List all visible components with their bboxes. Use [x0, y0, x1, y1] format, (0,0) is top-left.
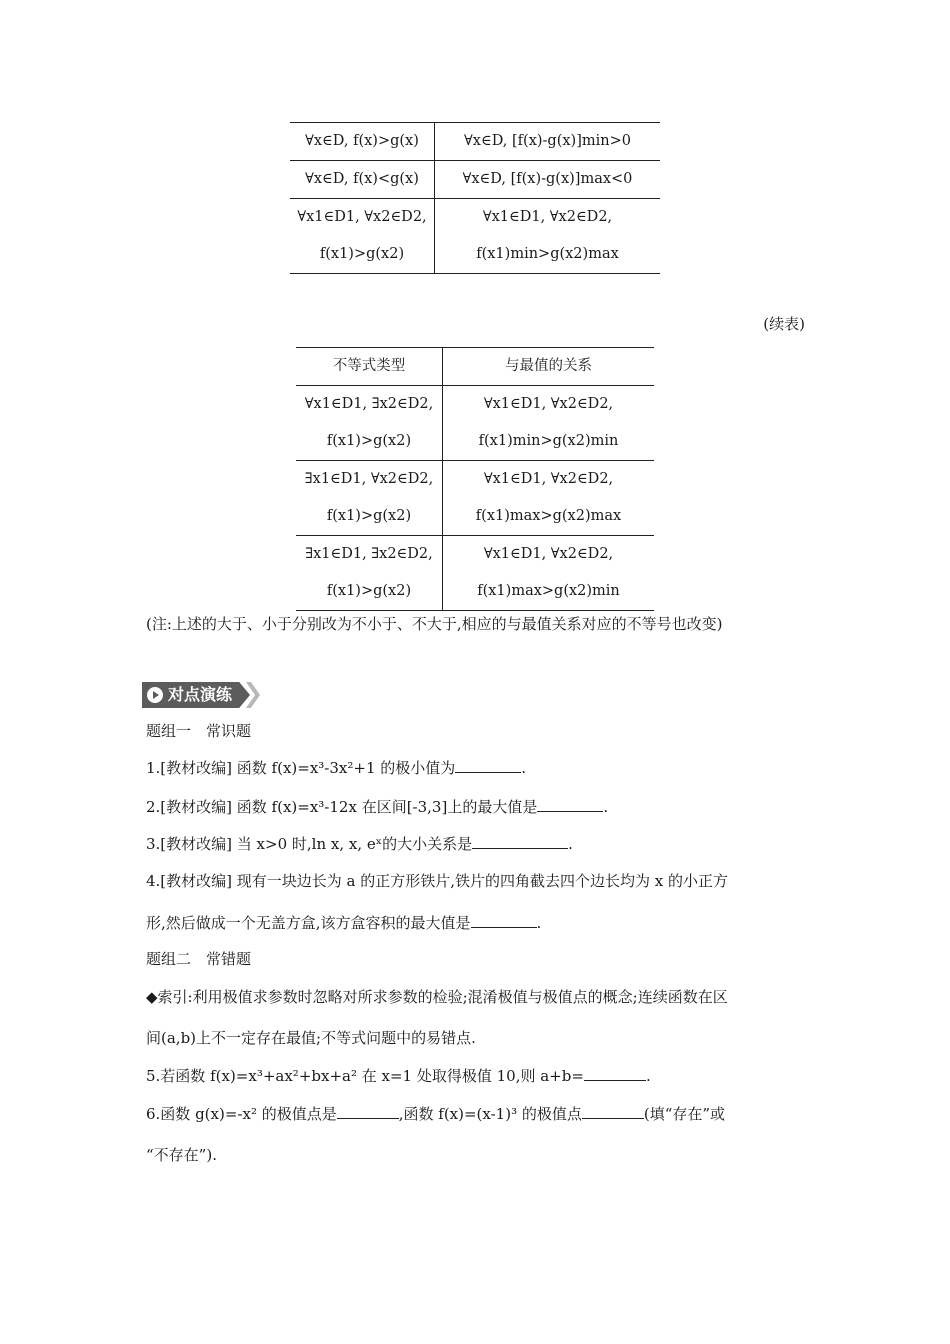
table-cell: ∀x1∈D1, ∀x2∈D2, f(x1)min>g(x2)min [443, 386, 655, 461]
answer-blank[interactable] [455, 758, 521, 773]
table-row [290, 161, 660, 199]
group2-title: 题组二 常错题 [146, 950, 252, 968]
question-4-line1: 4.[教材改编] 现有一块边长为 a 的正方形铁片,铁片的四角截去四个边长均为 x 的小正方 [146, 872, 729, 890]
index-line2: 间(a,b)上不一定存在最值;不等式问题中的易错点. [146, 1029, 476, 1047]
table-cell: ∀x∈D, [f(x)-g(x)]min>0 [435, 123, 661, 161]
answer-blank[interactable] [471, 913, 537, 928]
inequality-table-part2 [296, 347, 654, 611]
question-4-line2: 形,然后做成一个无盖方盒,该方盒容积的最大值是 . [146, 914, 542, 932]
table-cell: ∀x∈D, f(x)>g(x) [290, 123, 435, 161]
continued-label: (续表) [763, 315, 805, 333]
table-cell: ∀x1∈D1, ∀x2∈D2, f(x1)>g(x2) [290, 199, 435, 274]
answer-blank[interactable] [337, 1104, 399, 1119]
group1-title: 题组一 常识题 [146, 722, 252, 740]
index-line1: ◆索引:利用极值求参数时忽略对所求参数的检验;混淆极值与极值点的概念;连续函数在区 [146, 988, 728, 1006]
table-row [296, 461, 654, 536]
section-header [142, 682, 260, 708]
answer-blank[interactable] [584, 1066, 646, 1081]
section-title: 对点演练 [168, 685, 233, 704]
question-6-line1: 6.函数 g(x)=-x² 的极值点是 ,函数 f(x)=(x-1)³ 的极值点 (填“存在”或 [146, 1105, 726, 1123]
question-3: 3.[教材改编] 当 x>0 时,ln x, x, eˣ的大小关系是 . [146, 835, 573, 853]
answer-blank[interactable] [537, 797, 603, 812]
table-cell: ∃x1∈D1, ∀x2∈D2, f(x1)>g(x2) [296, 461, 443, 536]
question-2: 2.[教材改编] 函数 f(x)=x³-12x 在区间[-3,3]上的最大值是 . [146, 798, 609, 816]
table-row [290, 199, 660, 274]
column-header: 与最值的关系 [443, 348, 655, 386]
answer-blank[interactable] [472, 834, 568, 849]
table-row [296, 536, 654, 611]
table-row [296, 386, 654, 461]
question-1: 1.[教材改编] 函数 f(x)=x³-3x²+1 的极小值为 . [146, 759, 527, 777]
question-6-line2: “不存在”). [146, 1146, 217, 1164]
table-cell: ∀x∈D, [f(x)-g(x)]max<0 [435, 161, 661, 199]
answer-blank[interactable] [582, 1104, 644, 1119]
table-note: (注:上述的大于、小于分别改为不小于、不大于,相应的与最值关系对应的不等号也改变) [146, 615, 723, 633]
table-cell: ∀x1∈D1, ∀x2∈D2, f(x1)max>g(x2)min [443, 536, 655, 611]
column-header: 不等式类型 [296, 348, 443, 386]
table-cell: ∀x1∈D1, ∀x2∈D2, f(x1)max>g(x2)max [443, 461, 655, 536]
table-cell: ∀x1∈D1, ∃x2∈D2, f(x1)>g(x2) [296, 386, 443, 461]
table-cell: ∀x∈D, f(x)<g(x) [290, 161, 435, 199]
inequality-table-part1 [290, 122, 660, 274]
table-row [290, 123, 660, 161]
table-cell: ∃x1∈D1, ∃x2∈D2, f(x1)>g(x2) [296, 536, 443, 611]
question-5: 5.若函数 f(x)=x³+ax²+bx+a² 在 x=1 处取得极值 10,则 a+b= . [146, 1067, 651, 1085]
play-circle-icon [147, 687, 163, 703]
table-header-row [296, 348, 654, 386]
table-cell: ∀x1∈D1, ∀x2∈D2, f(x1)min>g(x2)max [435, 199, 661, 274]
